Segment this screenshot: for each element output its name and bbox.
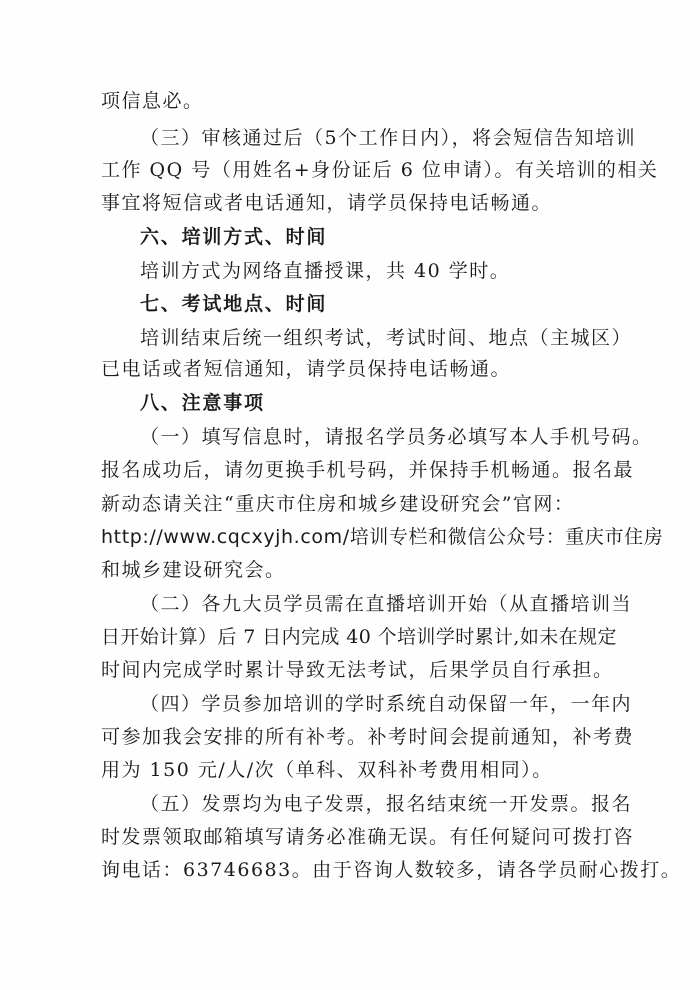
paragraph-line: （四）学员参加培训的学时系统自动保留一年，一年内	[140, 693, 633, 715]
paragraph-line: （一）填写信息时，请报名学员务必填写本人手机号码。	[140, 426, 653, 448]
paragraph-line: 项信息必。	[101, 90, 204, 112]
paragraph-line: 询电话：63746683。由于咨询人数较多，请各学员耐心拨打。	[101, 859, 682, 881]
paragraph-line: 日开始计算）后 7 日内完成 40 个培训学时累计,如未在规定	[101, 626, 617, 648]
section-heading: 六、培训方式、时间	[140, 226, 328, 248]
paragraph-line: （二）各九大员学员需在直播培训开始（从直播培训当	[140, 593, 633, 615]
section-heading: 八、注意事项	[140, 392, 265, 414]
section-heading: 七、考试地点、时间	[140, 293, 328, 315]
paragraph-line: http://www.cqcxyjh.com/培训专栏和微信公众号：重庆市住房	[101, 526, 664, 548]
paragraph-line: 和城乡建设研究会。	[101, 559, 286, 581]
paragraph-line: 事宜将短信或者电话通知，请学员保持电话畅通。	[101, 192, 553, 214]
paragraph-line: 时间内完成学时累计导致无法考试，后果学员自行承担。	[101, 659, 614, 681]
paragraph-line: 可参加我会安排的所有补考。补考时间会提前通知，补考费	[101, 726, 635, 748]
paragraph-line: （五）发票均为电子发票，报名结束统一开发票。报名	[140, 793, 633, 815]
paragraph-line: （三）审核通过后（5个工作日内），将会短信告知培训	[140, 127, 637, 149]
paragraph-line: 已电话或者短信通知，请学员保持电话畅通。	[101, 358, 512, 380]
paragraph-line: 用为 150 元/人/次（单科、双科补考费用相同）。	[101, 759, 553, 781]
paragraph-line: 培训方式为网络直播授课，共 40 学时。	[140, 260, 511, 282]
paragraph-line: 报名成功后，请勿更换手机号码，并保持手机畅通。报名最	[101, 459, 635, 481]
paragraph-line: 工作 QQ 号（用姓名+身份证后 6 位申请）。有关培训的相关	[101, 159, 659, 181]
paragraph-line: 新动态请关注“重庆市住房和城乡建设研究会”官网：	[101, 493, 575, 515]
paragraph-line: 时发票领取邮箱填写请务必准确无误。有任何疑问可拨打咨	[101, 826, 635, 848]
paragraph-line: 培训结束后统一组织考试，考试时间、地点（主城区）	[140, 327, 633, 349]
